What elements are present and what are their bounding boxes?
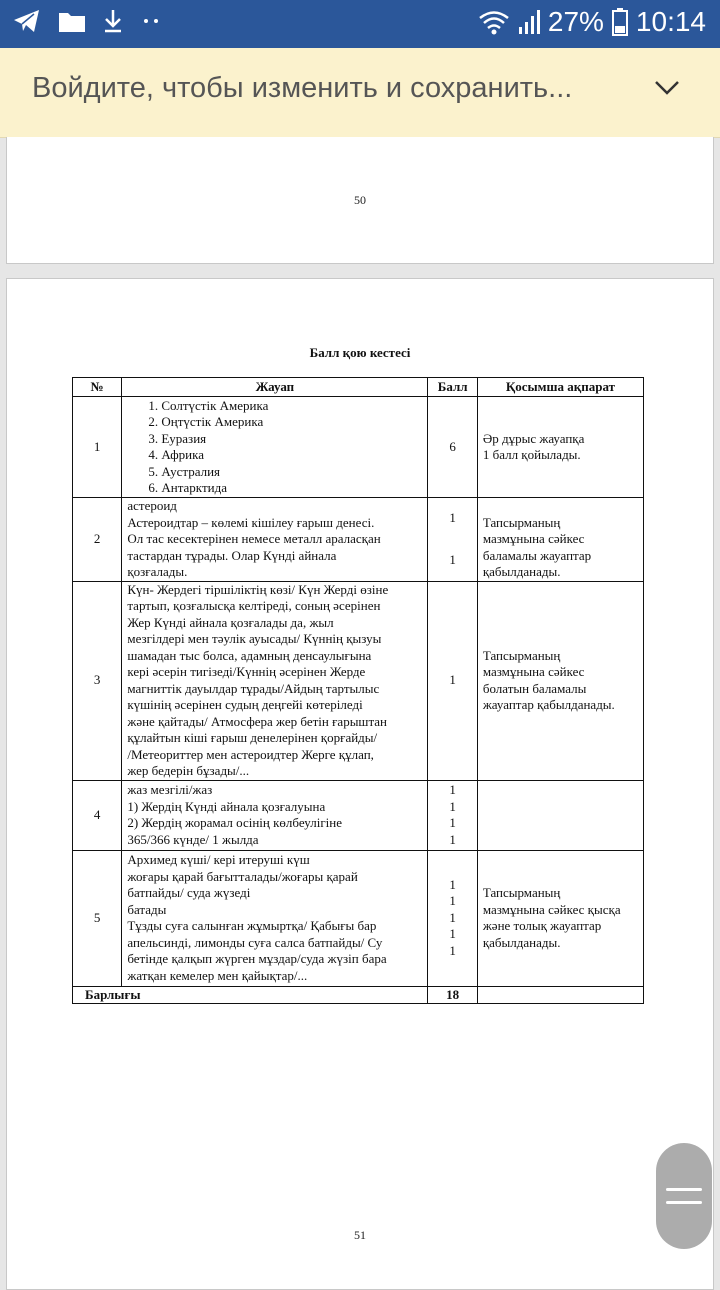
battery-percent: 27% bbox=[547, 6, 604, 37]
header-score: Балл bbox=[428, 378, 477, 397]
info-cell bbox=[477, 397, 643, 498]
answer-cell bbox=[122, 850, 428, 986]
header-no: № bbox=[73, 378, 122, 397]
answer-line: жаз мезгілі/жаз bbox=[127, 782, 213, 797]
answer-line: шамадан тыс болса, адамның денсаулығына bbox=[127, 647, 372, 663]
info-line: мазмұнына сәйкес bbox=[482, 664, 585, 679]
info-line: қабылданады. bbox=[482, 934, 561, 950]
row-number: 5 bbox=[73, 850, 122, 986]
answer-cell bbox=[122, 397, 428, 498]
answer-line: Астероидтар – көлемі кішілеу ғарыш денесі. bbox=[127, 514, 375, 530]
document-title: Балл қою кестесі bbox=[309, 345, 411, 360]
score-cell bbox=[428, 850, 477, 986]
page-number: 50 bbox=[354, 193, 366, 207]
info-cell bbox=[477, 498, 643, 582]
info-line: баламалы жауаптар bbox=[482, 547, 592, 563]
answer-line: және қайтады/ Атмосфера жер бетін ғарыштан bbox=[127, 713, 388, 729]
info-cell bbox=[477, 581, 643, 780]
row-number: 3 bbox=[73, 581, 122, 780]
info-line: Әр дұрыс жауапқа bbox=[482, 430, 585, 446]
row-number: 2 bbox=[73, 498, 122, 582]
answer-line: Ол тас кесектерінен немесе металл араласқан bbox=[127, 531, 381, 546]
score-cell: 1 bbox=[428, 581, 477, 780]
notification-icons bbox=[12, 8, 162, 34]
answer-line: батпайды/ суда жүзеді bbox=[127, 885, 251, 900]
handle-line bbox=[666, 1201, 702, 1204]
score-value: 1 bbox=[449, 509, 456, 525]
score-value: 1 bbox=[449, 893, 456, 909]
row-number: 1 bbox=[73, 397, 122, 498]
signal-icon bbox=[518, 9, 540, 35]
table-row bbox=[73, 850, 644, 986]
score-value: 1 bbox=[449, 798, 456, 814]
score-value: 1 bbox=[449, 926, 456, 942]
list-item: 1. Солтүстік Америка bbox=[161, 398, 422, 415]
info-line: мазмұнына сәйкес bbox=[482, 531, 585, 546]
score-value: 1 bbox=[449, 876, 456, 892]
info-line: жауаптар қабылданады. bbox=[482, 697, 615, 712]
info-cell bbox=[477, 780, 643, 850]
handle-line bbox=[666, 1188, 702, 1191]
total-label: Барлығы bbox=[73, 986, 428, 1004]
table-row bbox=[73, 498, 644, 582]
wifi-icon bbox=[478, 9, 510, 35]
score-table bbox=[72, 377, 644, 1004]
answer-line: Архимед күші/ кері итеруші күш bbox=[127, 852, 310, 867]
answer-line: жер бедерін бұзады/... bbox=[127, 763, 250, 778]
info-cell bbox=[477, 850, 643, 986]
list-item: 3. Еуразия bbox=[161, 431, 422, 448]
answer-line: қозғалады. bbox=[127, 564, 188, 579]
answer-line: мезгілдері мен тәулік ауысады/ Күннің қызуы bbox=[127, 631, 382, 646]
spacer bbox=[433, 526, 471, 552]
header-answer: Жауап bbox=[122, 378, 428, 397]
info-line: және толық жауаптар bbox=[482, 918, 602, 933]
answer-line: бетінде қалқып жүрген мұздар/суда жүзіп бара bbox=[127, 951, 387, 966]
score-value: 1 bbox=[449, 942, 456, 958]
system-indicators bbox=[478, 6, 706, 38]
table-row bbox=[73, 397, 644, 498]
answer-line: тартып, қозғалысқа келтіреді, соның әсерінен bbox=[127, 598, 381, 613]
answer-line: апельсинді, лимонды суға салса батпайды/ Су bbox=[127, 934, 383, 950]
banner-text: Войдите, чтобы изменить и сохранить... bbox=[32, 72, 573, 104]
total-row bbox=[73, 986, 644, 1004]
answer-cell bbox=[122, 498, 428, 582]
score-value: 1 bbox=[449, 552, 456, 568]
total-score: 18 bbox=[428, 986, 477, 1004]
document-page-50 bbox=[6, 137, 714, 264]
telegram-icon bbox=[12, 8, 42, 34]
answer-line: /Метеориттер мен астероидтер Жерге құлап, bbox=[127, 746, 374, 762]
info-line: болатын баламалы bbox=[482, 680, 587, 696]
info-line: Тапсырманың bbox=[482, 885, 561, 900]
answer-line: Тұзды суға салынған жұмыртқа/ Қабығы бар bbox=[127, 918, 377, 933]
answer-list bbox=[127, 398, 422, 497]
scroll-handle-button[interactable] bbox=[656, 1143, 712, 1249]
info-line: 1 балл қойылады. bbox=[482, 447, 581, 462]
info-line: мазмұнына сәйкес қысқа bbox=[482, 901, 621, 917]
info-line: Тапсырманың bbox=[482, 514, 561, 530]
document-page-51 bbox=[6, 278, 714, 1290]
score-cell bbox=[428, 780, 477, 850]
answer-line: Күн- Жердегі тіршіліктің көзі/ Күн Жерді өзіне bbox=[127, 581, 389, 597]
answer-line: тастардан тұрады. Олар Күнді айнала bbox=[127, 547, 337, 563]
answer-line: құлайтын кіші ғарыш денелерінен қорғайды/ bbox=[127, 730, 378, 745]
clock: 10:14 bbox=[635, 6, 706, 37]
answer-cell bbox=[122, 581, 428, 780]
table-header-row bbox=[73, 378, 644, 397]
answer-line: батады bbox=[127, 901, 167, 917]
answer-line: Жер Күнді айнала қозғалады да, жыл bbox=[127, 614, 334, 630]
score-value: 1 bbox=[449, 909, 456, 925]
answer-line: 1) Жердің Күнді айнала қозғалуына bbox=[127, 798, 326, 814]
list-item: 4. Африка bbox=[161, 447, 422, 464]
table-row bbox=[73, 581, 644, 780]
score-value: 1 bbox=[449, 831, 456, 847]
folder-icon bbox=[58, 9, 86, 33]
answer-line: 2) Жердің жорамал осінің көлбеулігіне bbox=[127, 815, 343, 830]
answer-line: 365/366 күнде/ 1 жылда bbox=[127, 831, 259, 847]
header-info: Қосымша ақпарат bbox=[477, 378, 643, 397]
answer-line: жоғары қарай бағытталады/жоғары қарай bbox=[127, 868, 358, 884]
sign-in-banner[interactable] bbox=[0, 48, 720, 138]
row-number: 4 bbox=[73, 780, 122, 850]
answer-cell bbox=[122, 780, 428, 850]
table-row bbox=[73, 780, 644, 850]
score-cell: 6 bbox=[428, 397, 477, 498]
chevron-down-icon[interactable] bbox=[654, 80, 680, 96]
answer-line: кері әсерін тигізеді/Күннің әсерінен Жерде bbox=[127, 664, 366, 679]
list-item: 2. Оңтүстік Америка bbox=[161, 414, 422, 431]
more-dots-icon bbox=[140, 16, 162, 26]
score-cell bbox=[428, 498, 477, 582]
score-value: 1 bbox=[449, 782, 456, 797]
answer-line: күшінің әсерінен судың деңгейі көтеріледі bbox=[127, 697, 363, 712]
total-info-cell bbox=[477, 986, 643, 1004]
answer-line: магниттік дауылдар тұрады/Айдың тартылыс bbox=[127, 680, 380, 696]
page-number: 51 bbox=[354, 1228, 366, 1242]
answer-line: жатқан кемелер мен қайықтар/... bbox=[127, 967, 308, 983]
answer-line: астероид bbox=[127, 498, 177, 513]
status-bar bbox=[0, 0, 720, 48]
score-value: 1 bbox=[449, 815, 456, 830]
info-line: Тапсырманың bbox=[482, 647, 561, 663]
info-line: қабылданады. bbox=[482, 564, 561, 579]
list-item: 6. Антарктида bbox=[161, 480, 422, 497]
battery-icon bbox=[612, 8, 628, 36]
download-icon bbox=[102, 8, 124, 34]
list-item: 5. Аустралия bbox=[161, 464, 422, 481]
